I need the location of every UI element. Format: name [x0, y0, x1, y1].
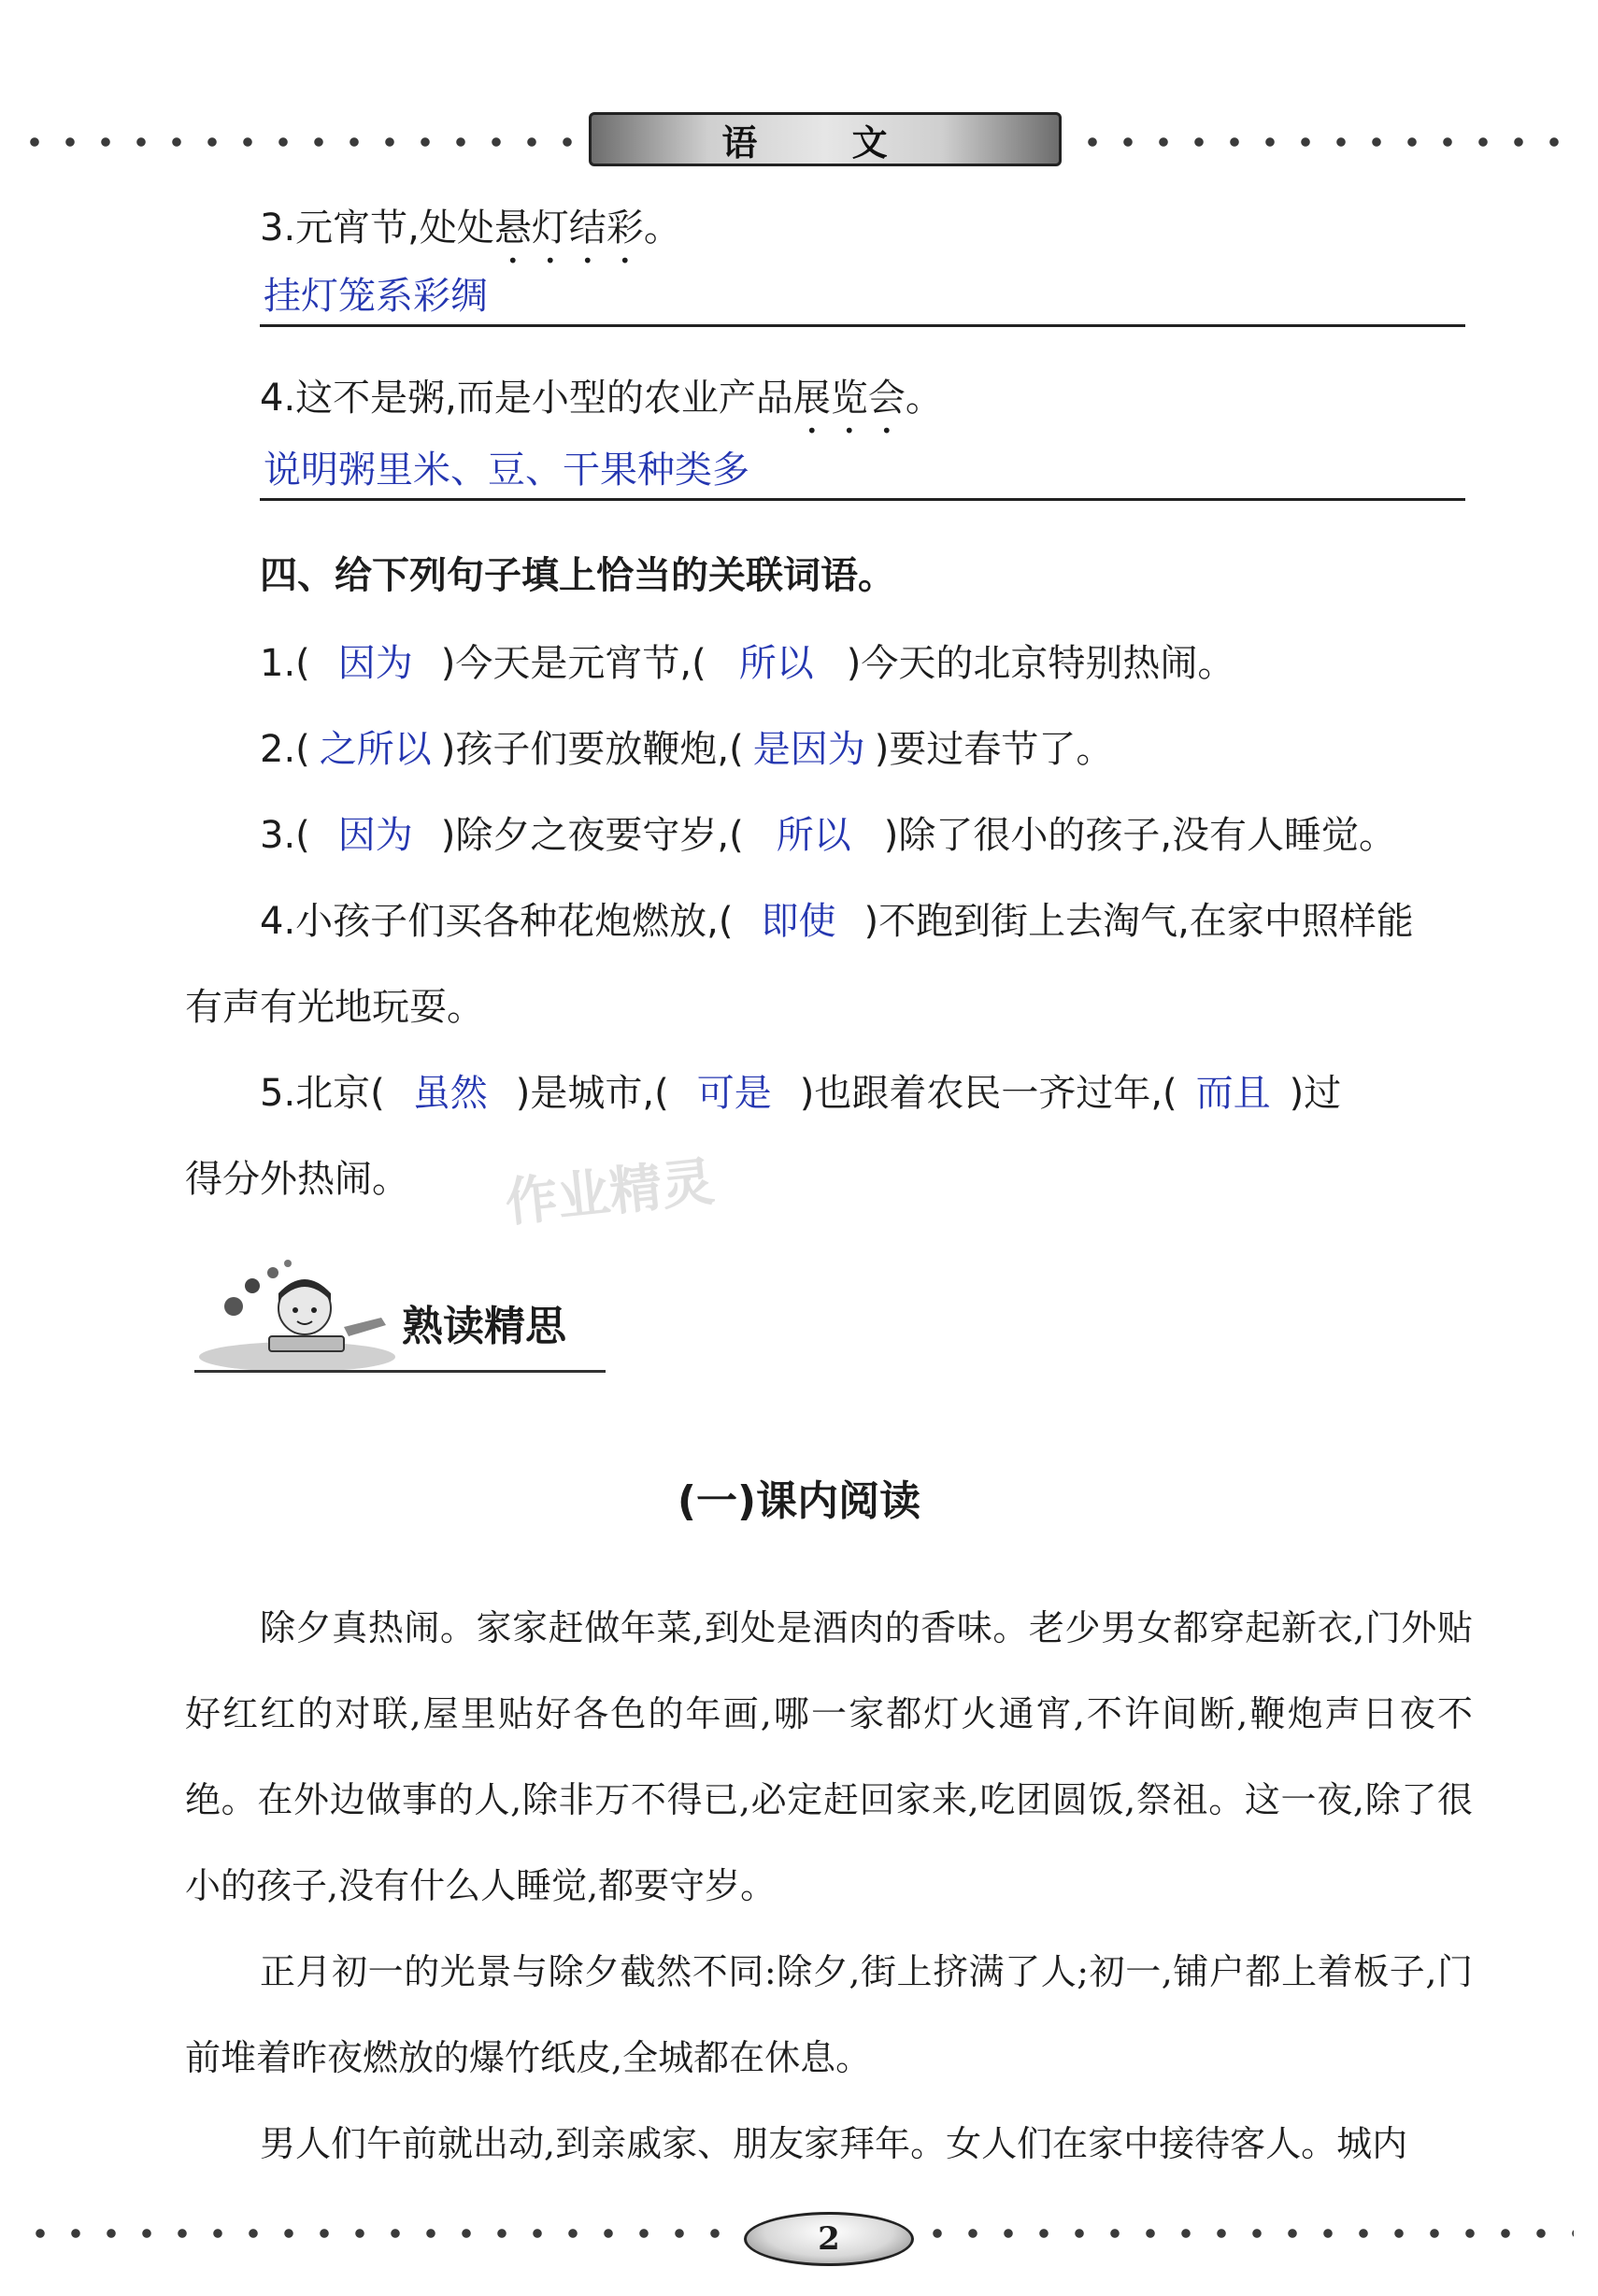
s4-item-4-answer-1: 即使	[761, 900, 836, 943]
s4-item-4: 4.小孩子们买各种花炮燃放,( 即使 )不跑到街上去淘气,在家中照样能	[260, 897, 1414, 946]
s4-item-3: 3.( 因为 )除夕之夜要守岁,( 所以 )除了很小的孩子,没有人睡觉。	[260, 811, 1396, 860]
q3-answer: 挂灯笼系彩绸	[260, 271, 1465, 327]
s4-item-4-continued: 有声有光地玩耍。	[185, 986, 484, 1029]
s4-item-1-answer-1: 因为	[337, 642, 413, 685]
banner-title: 熟读精思	[402, 1303, 566, 1350]
s4-item-1: 1.( 因为 )今天是元宵节,( 所以 )今天的北京特别热闹。	[260, 639, 1234, 688]
watermark: 作业精灵	[502, 1151, 718, 1234]
banner-underline	[194, 1370, 606, 1373]
q4-sentence: 4.这不是粥,而是小型的农业产品展览会。	[260, 377, 943, 420]
bottom-dot-row-right	[920, 2228, 1574, 2239]
reading-paragraph-3: 男人们午前就出动,到亲戚家、朋友家拜年。女人们在家中接待客人。城内	[260, 2123, 1408, 2164]
q4-answer: 说明粥里米、豆、干果种类多	[260, 445, 1465, 501]
s4-item-2-answer-1: 之所以	[319, 728, 432, 771]
s4-item-5-answer-1: 虽然	[412, 1072, 488, 1115]
s4-item-2: 2.( 之所以 )孩子们要放鞭炮,( 是因为 )要过春节了。	[260, 725, 1113, 774]
s4-item-2-answer-2: 是因为	[752, 728, 865, 771]
section4-title: 四、给下列句子填上恰当的关联词语。	[260, 554, 895, 597]
s4-item-1-answer-2: 所以	[738, 642, 814, 685]
top-dot-row-left	[17, 136, 578, 148]
top-dot-row-right	[1075, 136, 1579, 148]
s4-item-5-continued: 得分外热闹。	[185, 1158, 409, 1201]
s4-item-3-answer-2: 所以	[776, 814, 851, 857]
header-title: 语 文	[721, 121, 929, 164]
reading-paragraph-1: 除夕真热闹。家家赶做年菜,到处是酒肉的香味。老少男女都穿起新衣,门外贴好红红的对联,屋里贴好各色的年画,哪一家都灯火通宵,不许间断,鞭炮声日夜不绝。在外边做事的人,除非万不得已,必定赶回家来,吃团圆饭,祭祖。这一夜,除了很小的孩子,没有什么人睡觉,都要守岁。	[185, 1607, 1473, 1906]
page-header	[589, 112, 1062, 166]
q3-emphasis: 悬灯结彩	[493, 207, 644, 250]
q4-emphasis: 展览会	[792, 377, 906, 420]
s4-item-5-answer-2: 可是	[696, 1072, 772, 1115]
s4-item-5-answer-3: 而且	[1195, 1072, 1271, 1115]
bottom-dot-row-left	[22, 2228, 733, 2239]
reading-paragraph-2: 正月初一的光景与除夕截然不同:除夕,街上挤满了人;初一,铺户都上着板子,门前堆着昨夜燃放的爆竹纸皮,全城都在休息。	[185, 1951, 1473, 2078]
s4-item-3-answer-1: 因为	[337, 814, 413, 857]
reading-girl-illustration	[194, 1252, 400, 1374]
q3-sentence: 3.元宵节,处处悬灯结彩。	[260, 207, 681, 250]
page-number: 2	[744, 2212, 914, 2266]
s4-item-5: 5.北京( 虽然 )是城市,( 可是 )也跟着农民一齐过年,( 而且 )过	[260, 1069, 1341, 1118]
reading-subtitle: (一)课内阅读	[677, 1477, 921, 1525]
